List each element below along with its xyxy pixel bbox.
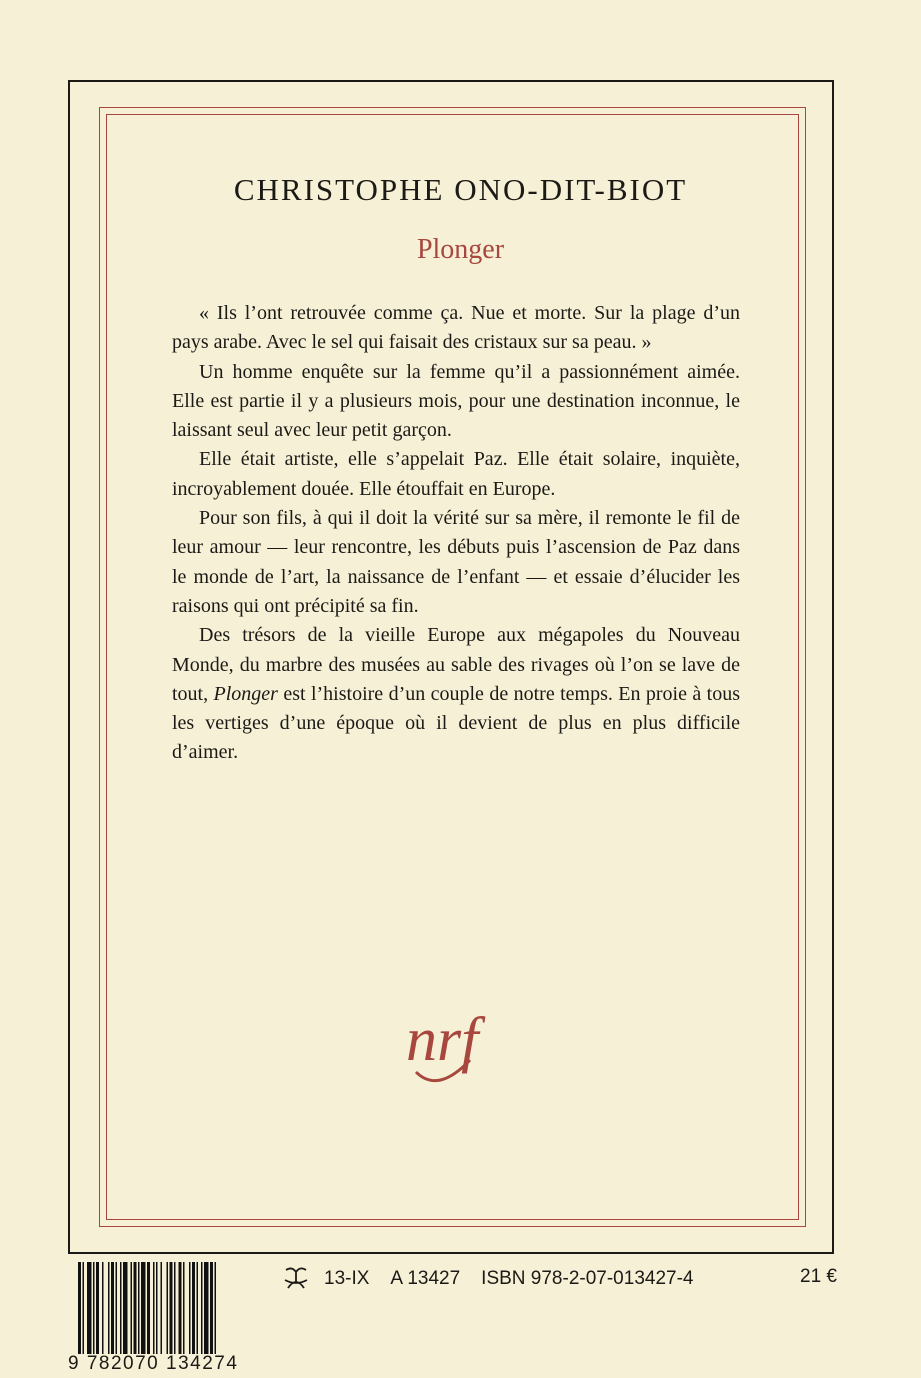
code-number: 13-IX: [324, 1268, 370, 1289]
barcode-bar: [192, 1262, 195, 1354]
barcode-bar: [156, 1262, 158, 1354]
gallimard-monogram-icon: [282, 1266, 310, 1292]
barcode-bar: [189, 1262, 191, 1354]
barcode-bars: [78, 1262, 258, 1354]
barcode-bar: [215, 1262, 217, 1354]
barcode-bar: [153, 1262, 155, 1354]
publication-info: [282, 1266, 714, 1292]
text-run: Pour son fils, à qui il doit la vérité sur sa mère, il remonte le fil de leur amour — leur rencontre, les débuts puis l’ascension de Paz dans le monde de l’art, la naissance de l’enfant — et essaie d’élucider les raisons qui ont précipité sa fin.: [172, 507, 740, 617]
barcode-bar: [138, 1262, 140, 1354]
blurb-paragraph: [172, 621, 740, 767]
text-run: « Ils l’ont retrouvée comme ça. Nue et morte. Sur la plage d’un pays arabe. Avec le sel qui faisait des cristaux sur sa peau. »: [172, 302, 740, 354]
barcode-bar: [111, 1262, 114, 1354]
author-name: CHRISTOPHE ONO-DIT-BIOT: [233, 172, 688, 207]
barcode-bar: [210, 1262, 213, 1354]
barcode-bar: [170, 1262, 173, 1354]
reference-number: A 13427: [390, 1268, 461, 1289]
barcode-bar: [134, 1262, 137, 1354]
barcode-bar: [123, 1262, 128, 1354]
barcode-bar: [167, 1262, 169, 1354]
blurb-paragraph: [172, 445, 740, 504]
barcode-bar: [174, 1262, 176, 1354]
blurb-paragraph: [172, 504, 740, 621]
barcode-bar: [102, 1262, 104, 1354]
barcode-bar: [147, 1262, 150, 1354]
barcode-bar: [183, 1262, 185, 1354]
barcode-bar: [161, 1262, 163, 1354]
barcode-bar: [78, 1262, 81, 1354]
blurb-paragraph: [172, 299, 740, 358]
italic-title-run: Plonger: [213, 682, 278, 705]
barcode-bar: [141, 1262, 146, 1354]
barcode: [68, 1262, 264, 1378]
barcode-bar: [87, 1262, 92, 1354]
barcode-bar: [197, 1262, 199, 1354]
nrf-logo: [398, 1002, 518, 1092]
blurb-paragraph: [172, 358, 740, 446]
blurb-text: [172, 299, 740, 768]
text-run: est l’histoire d’un couple de notre temps. En proie à tous les vertiges d’une époque où il devient de plus en plus difficile d’aimer.: [172, 682, 740, 764]
barcode-bar: [179, 1262, 182, 1354]
text-run: Un homme enquête sur la femme qu’il a passionnément aimée. Elle est partie il y a plusieurs mois, pour une destination inconnue, le laissant seul avec leur petit garçon.: [172, 360, 740, 442]
barcode-digits: 9 782070 134274: [68, 1353, 239, 1374]
barcode-bar: [201, 1262, 203, 1354]
nrf-logo-text: nrf: [406, 1006, 479, 1074]
price: 21 €: [800, 1266, 837, 1287]
barcode-bar: [108, 1262, 110, 1354]
barcode-bar: [96, 1262, 99, 1354]
barcode-bar: [131, 1262, 133, 1354]
barcode-bar: [204, 1262, 209, 1354]
barcode-bar: [120, 1262, 122, 1354]
book-title: Plonger: [416, 234, 505, 265]
text-run: Elle était artiste, elle s’appelait Paz. Elle était solaire, inquiète, incroyablement douée. Elle étouffait en Europe.: [172, 448, 740, 500]
isbn-number: ISBN 978-2-07-013427-4: [481, 1268, 694, 1289]
barcode-bar: [83, 1262, 85, 1354]
barcode-bar: [116, 1262, 118, 1354]
text-run: Des trésors de la vieille Europe aux mégapoles du Nouveau Monde, du marbre des musées au sable des rivages où l’on se lave de tout,: [172, 624, 740, 705]
barcode-bar: [93, 1262, 95, 1354]
